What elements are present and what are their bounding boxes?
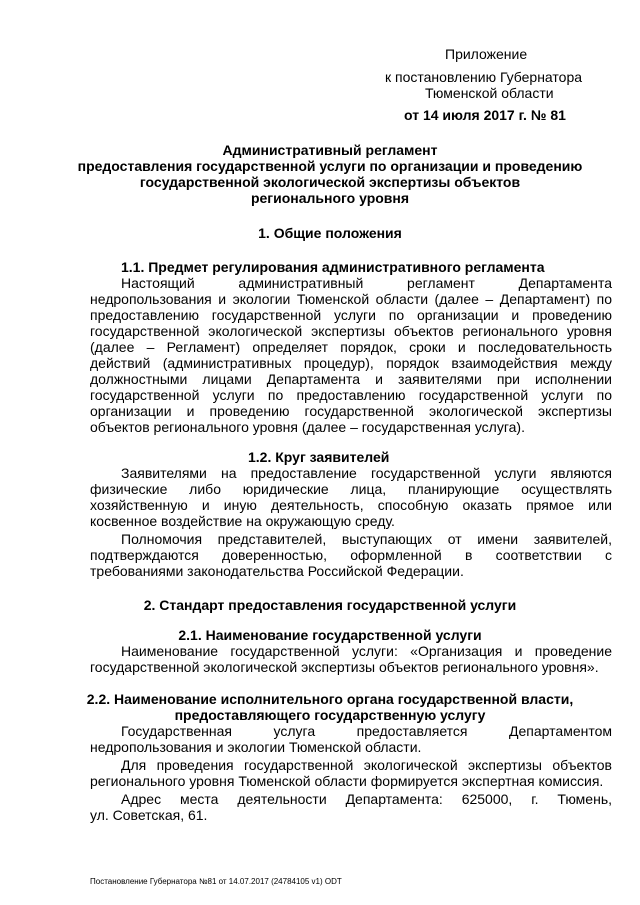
paragraph-line: физические либо юридические лица, планирующие осуществлять (90, 481, 612, 497)
paragraph-line: хозяйственную и иную деятельность, способную оказать прямое или (90, 497, 612, 513)
decree-date-number: от 14 июля 2017 г. № 81 (404, 107, 566, 123)
subsection-2-2-heading-line: предоставляющего государственную услугу (174, 707, 486, 723)
section-1-heading: 1. Общие положения (258, 225, 402, 241)
paragraph-line: требованиями законодательства Российской Федерации. (90, 563, 464, 579)
subsection-2-1-heading: 2.1. Наименование государственной услуги (178, 627, 482, 643)
subsection-1-1-heading: 1.1. Предмет регулирования административного регламента (121, 259, 545, 275)
subsection-2-2-heading: 2.2. Наименование исполнительного органа государственной власти, (86, 691, 574, 707)
paragraph-line: недропользования и экологии Тюменской области. (90, 739, 422, 755)
paragraph-line: регионального уровня Тюменской области формируется экспертная комиссия. (90, 773, 604, 789)
paragraph-line: объектов регионального уровня (далее – государственная услуга). (90, 419, 525, 435)
paragraph-line: недропользования и экологии Тюменской области (далее – Департамент) по (90, 291, 612, 307)
paragraph-line: Заявителями на предоставление государственной услуги являются (121, 465, 612, 481)
paragraph-line: Для проведения государственной экологической экспертизы объектов (121, 757, 612, 773)
document-title-line: государственной экологической экспертизы объектов (139, 174, 521, 190)
decree-reference: к постановлению Губернатора (385, 69, 583, 85)
document-title: Административный регламент (222, 142, 438, 158)
paragraph-line: подтверждаются доверенностью, оформленной в соответствии с (90, 547, 612, 563)
paragraph-line: Государственная услуга предоставляется Департаментом (121, 723, 612, 739)
section-2-heading: 2. Стандарт предоставления государственной услуги (143, 597, 517, 613)
paragraph-line: действий (административных процедур), порядок взаимодействия между (90, 355, 612, 371)
document-title-line: регионального уровня (250, 190, 410, 206)
paragraph-line: Адрес места деятельности Департамента: 625000, г. Тюмень, (121, 791, 612, 807)
paragraph-line: Наименование государственной услуги: «Организация и проведение (121, 643, 612, 659)
page-footer: Постановление Губернатора №81 от 14.07.2017 (24784105 v1) ODT (90, 877, 342, 886)
paragraph-line: государственной экологической экспертизы объектов регионального уровня». (90, 659, 599, 675)
paragraph-line: организации и проведению государственной экологической экспертизы (90, 403, 612, 419)
paragraph-line: косвенное воздействие на окружающую среду. (90, 513, 395, 529)
paragraph-line: должностными лицами Департамента и заявителями при исполнении (90, 371, 612, 387)
region-name: Тюменской области (425, 85, 554, 101)
document-title-line: предоставления государственной услуги по организации и проведению (77, 158, 583, 174)
paragraph-line: Полномочия представителей, выступающих от имени заявителей, (121, 531, 612, 547)
paragraph-line: ул. Советская, 61. (90, 807, 208, 823)
paragraph-line: государственной экологической экспертизы объектов регионального уровня (90, 323, 612, 339)
paragraph-line: предоставлению государственной услуги по организации и проведению (90, 307, 612, 323)
subsection-1-2-heading: 1.2. Круг заявителей (248, 449, 390, 465)
paragraph-line: (далее – Регламент) определяет порядок, сроки и последовательность (90, 339, 612, 355)
paragraph-line: государственной услуги по предоставлению государственной услуги по (90, 387, 612, 403)
paragraph-line: Настоящий административный регламент Департамента (121, 275, 612, 291)
appendix-label: Приложение (445, 46, 528, 62)
